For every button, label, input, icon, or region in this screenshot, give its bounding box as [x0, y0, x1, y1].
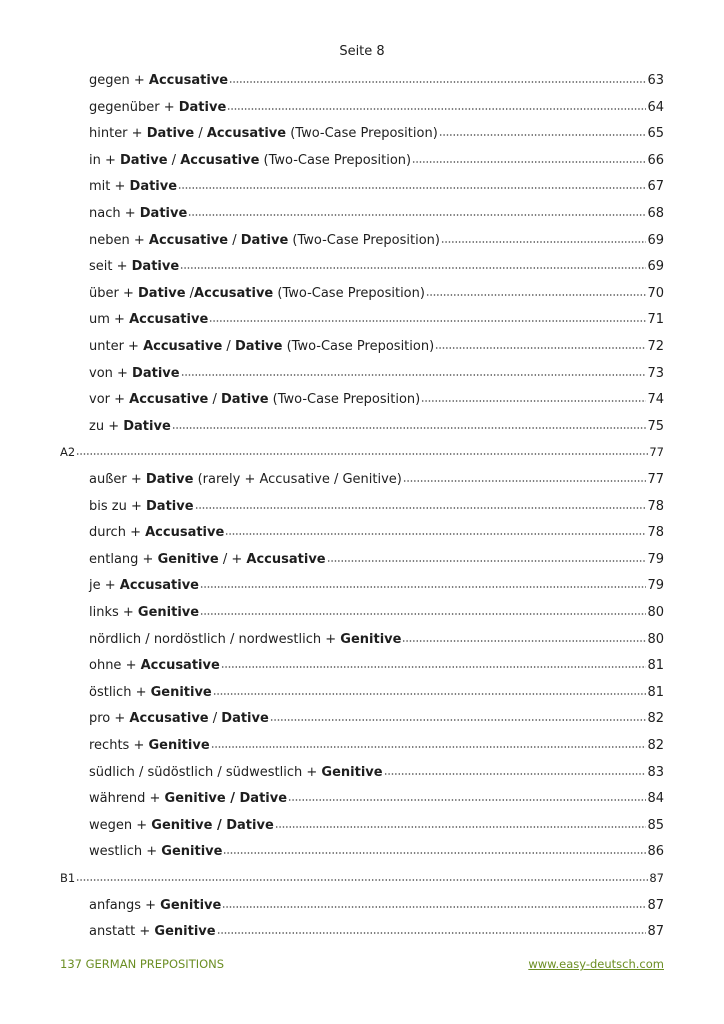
- toc-entry-text: wegen +: [89, 817, 152, 833]
- toc-entry-case-label: Dative: [138, 285, 186, 301]
- toc-page-number: 82: [647, 738, 664, 753]
- toc-entry[interactable]: [89, 605, 664, 620]
- toc-dot-leader: [384, 772, 647, 776]
- toc-entry-title: [89, 73, 228, 88]
- toc-entry-text: von +: [89, 365, 133, 381]
- toc-entry-title: [89, 339, 434, 354]
- toc-entry-text: gegenüber +: [89, 99, 179, 115]
- toc-entry-text: B1: [60, 871, 76, 885]
- toc-page-number: 82: [647, 711, 664, 727]
- toc-dot-leader: [402, 639, 646, 643]
- toc-entry-case-label: Dative: [132, 365, 180, 381]
- toc-entry-case-label: Genitive: [157, 551, 219, 567]
- toc-entry-title: [89, 738, 210, 753]
- toc-dot-leader: [217, 931, 647, 935]
- toc-entry-title: [89, 578, 199, 593]
- toc-entry-text: pro +: [89, 711, 130, 727]
- toc-dot-leader: [225, 532, 646, 536]
- toc-entry[interactable]: [89, 419, 664, 434]
- toc-entry-title: [89, 366, 180, 381]
- toc-section-heading[interactable]: [60, 871, 664, 885]
- toc-dot-leader: [288, 798, 646, 802]
- toc-entry-case-label: Accusative: [148, 232, 229, 248]
- toc-entry-case-label: Genitive / Dative: [151, 817, 274, 833]
- toc-entry-title: [89, 632, 401, 647]
- toc-entry-title: [89, 844, 222, 859]
- toc-entry[interactable]: [89, 552, 664, 567]
- toc-entry[interactable]: [89, 738, 664, 753]
- toc-entry-text: während +: [89, 791, 165, 807]
- toc-dot-leader: [181, 373, 647, 377]
- toc-dot-leader: [227, 107, 646, 111]
- toc-entry-title: [89, 791, 287, 806]
- toc-dot-leader: [275, 825, 647, 829]
- toc-entry-case-label: Genitive: [137, 605, 200, 620]
- toc-entry-case-label: Dative: [178, 99, 227, 115]
- toc-entry-text: über +: [89, 285, 138, 301]
- toc-entry-title: [60, 871, 75, 885]
- toc-entry[interactable]: [89, 844, 664, 859]
- toc-dot-leader: [327, 559, 647, 563]
- toc-entry-text: durch +: [89, 525, 146, 541]
- toc-entry-title: [89, 233, 440, 248]
- toc-entry-text: südlich / südöstlich / südwestlich +: [89, 764, 322, 780]
- toc-dot-leader: [76, 452, 648, 456]
- toc-entry-text: zu +: [89, 418, 124, 434]
- toc-dot-leader: [76, 878, 648, 882]
- toc-entry[interactable]: [89, 765, 664, 780]
- toc-dot-leader: [211, 745, 647, 749]
- toc-section-heading[interactable]: [60, 445, 664, 459]
- toc-entry-case-label: Accusative: [180, 152, 260, 168]
- toc-page-number: 81: [647, 658, 664, 674]
- toc-entry-text: in +: [89, 152, 121, 168]
- toc-entry-title: [89, 286, 425, 301]
- toc-entry-text: (Two-Case Preposition): [273, 285, 425, 301]
- toc-dot-leader: [270, 718, 647, 722]
- toc-entry-text: nach +: [89, 206, 140, 221]
- toc-entry-text: (Two-Case Preposition): [288, 232, 440, 248]
- toc-entry-text: (Two-Case Preposition): [282, 339, 435, 354]
- toc-entry-case-label: Accusative: [194, 285, 274, 301]
- toc-entry-title: [89, 126, 438, 141]
- toc-dot-leader: [222, 905, 646, 909]
- toc-entry[interactable]: [89, 632, 664, 647]
- toc-entry-case-label: Dative: [146, 126, 195, 142]
- toc-entry-case-label: Dative: [234, 339, 283, 354]
- toc-entry-case-label: Genitive: [150, 684, 212, 700]
- toc-entry-text: je +: [89, 578, 120, 594]
- toc-entry-title: [89, 711, 269, 726]
- toc-entry[interactable]: [89, 818, 664, 833]
- toc-entry-title: [89, 472, 402, 487]
- toc-page-number: 87: [649, 871, 664, 885]
- toc-entry-case-label: Dative: [131, 259, 180, 275]
- toc-entry-title: [89, 392, 420, 407]
- toc-entry-case-label: Accusative: [129, 392, 209, 408]
- toc-entry[interactable]: [89, 472, 664, 487]
- toc-entry[interactable]: [89, 100, 664, 115]
- toc-entry-case-label: Accusative: [129, 711, 209, 727]
- toc-entry-title: [89, 259, 179, 274]
- toc-entry-title: [89, 312, 208, 327]
- toc-dot-leader: [200, 612, 646, 616]
- toc-entry-text: vor +: [89, 392, 130, 408]
- toc-dot-leader: [426, 293, 647, 297]
- toc-page-number: 83: [647, 764, 664, 780]
- toc-entry-title: [89, 179, 177, 194]
- toc-entry-text: (Two-Case Preposition): [259, 152, 412, 168]
- toc-entry-case-label: Dative: [129, 179, 178, 195]
- page-title: Seite 8: [339, 44, 385, 59]
- toc-dot-leader: [180, 266, 646, 270]
- toc-dot-leader: [439, 133, 647, 137]
- toc-page-number: 79: [647, 551, 664, 567]
- toc-page-number: 69: [647, 259, 664, 275]
- toc-page-number: 63: [647, 73, 664, 88]
- toc-entry[interactable]: [89, 73, 664, 88]
- toc-entry[interactable]: [89, 525, 664, 540]
- toc-entry-title: [89, 924, 216, 939]
- toc-dot-leader: [221, 665, 647, 669]
- toc-dot-leader: [441, 240, 646, 244]
- toc-entry-text: /: [208, 711, 222, 727]
- toc-entry-text: /: [185, 285, 195, 301]
- toc-entry-title: [89, 153, 411, 168]
- toc-entry-title: [89, 605, 199, 620]
- toc-page-number: 65: [647, 126, 664, 142]
- toc-page-number: 77: [647, 472, 664, 487]
- toc-dot-leader: [195, 506, 647, 510]
- toc-entry-text: unter +: [89, 339, 144, 354]
- toc-page-number: 84: [647, 791, 664, 807]
- toc-entry[interactable]: [89, 286, 664, 301]
- toc-page-number: 78: [647, 498, 664, 514]
- toc-entry-text: östlich +: [89, 684, 151, 700]
- toc-entry[interactable]: [89, 711, 664, 726]
- toc-entry-text: anstatt +: [89, 924, 155, 940]
- toc-entry-text: (Two-Case Preposition): [286, 126, 438, 142]
- toc-entry-title: [89, 552, 326, 567]
- toc-entry-text: /: [208, 392, 222, 408]
- toc-entry-case-label: Accusative: [143, 339, 223, 354]
- toc-entry-case-label: Genitive: [148, 738, 210, 753]
- toc-entry-case-label: Accusative: [119, 578, 199, 594]
- toc-entry-text: (rarely + Accusative / Genitive): [193, 472, 402, 487]
- toc-page-number: 72: [647, 339, 664, 354]
- toc-entry-title: [89, 499, 194, 514]
- toc-entry-case-label: Genitive: [321, 764, 383, 780]
- toc-entry-text: entlang +: [89, 551, 158, 567]
- toc-entry[interactable]: [89, 312, 664, 327]
- toc-entry-text: /: [222, 339, 235, 354]
- toc-entry-title: [89, 658, 220, 673]
- toc-entry-text: / +: [218, 551, 247, 567]
- toc-page-number: 70: [647, 285, 664, 301]
- toc-entry-text: bis zu +: [89, 498, 146, 514]
- toc-entry-case-label: Dative: [221, 711, 269, 727]
- toc-entry-text: anfangs +: [89, 897, 161, 913]
- toc-entry-text: gegen +: [89, 73, 149, 88]
- footer-website-link[interactable]: www.easy-deutsch.com: [528, 957, 664, 971]
- toc-dot-leader: [213, 692, 647, 696]
- toc-entry-text: nördlich / nordöstlich / nordwestlich +: [89, 631, 341, 647]
- toc-page-number: 75: [647, 418, 664, 434]
- toc-entry-case-label: Dative: [123, 418, 171, 434]
- toc-entry-case-label: Accusative: [148, 73, 229, 88]
- toc-dot-leader: [229, 80, 646, 84]
- toc-page-number: 86: [647, 844, 664, 860]
- toc-entry-text: /: [228, 232, 241, 248]
- toc-entry-title: [89, 818, 274, 833]
- toc-entry[interactable]: [89, 578, 664, 593]
- toc-entry[interactable]: [89, 179, 664, 194]
- toc-entry-title: [89, 765, 383, 780]
- toc-entry-case-label: Genitive: [160, 897, 222, 913]
- toc-page-number: 87: [647, 897, 664, 913]
- toc-entry-title: [89, 419, 171, 434]
- toc-entry[interactable]: [89, 392, 664, 407]
- toc-page-number: 81: [647, 684, 664, 700]
- toc-entry-case-label: Accusative: [140, 658, 220, 674]
- toc-entry-text: seit +: [89, 259, 132, 275]
- toc-entry-case-label: Dative: [240, 232, 289, 248]
- toc-dot-leader: [421, 399, 646, 403]
- toc-page-number: 67: [647, 179, 664, 195]
- toc-entry-case-label: Dative: [221, 392, 269, 408]
- toc-entry-text: /: [167, 152, 181, 168]
- toc-entry-case-label: Dative: [139, 206, 188, 221]
- toc-page-number: 64: [647, 99, 664, 115]
- toc-entry-title: [60, 445, 75, 459]
- toc-entry-text: westlich +: [89, 844, 162, 860]
- toc-entry[interactable]: [89, 153, 664, 168]
- toc-entry-text: hinter +: [89, 126, 147, 142]
- toc-entry[interactable]: [89, 898, 664, 913]
- toc-dot-leader: [223, 851, 646, 855]
- toc-entry[interactable]: [89, 366, 664, 381]
- toc-page-number: 80: [647, 605, 664, 620]
- toc-entry-text: neben +: [89, 232, 149, 248]
- toc-page-number: 68: [647, 206, 664, 221]
- toc-page-number: 69: [647, 232, 664, 248]
- toc-entry-case-label: Accusative: [145, 525, 225, 541]
- toc-entry[interactable]: [89, 126, 664, 141]
- toc-page-number: 77: [649, 445, 664, 460]
- toc-dot-leader: [412, 160, 646, 164]
- toc-entry[interactable]: [89, 658, 664, 673]
- toc-entry-text: außer +: [89, 472, 146, 487]
- toc-entry-title: [89, 685, 212, 700]
- toc-dot-leader: [435, 346, 646, 350]
- page-footer: [60, 957, 664, 971]
- toc-dot-leader: [178, 186, 646, 190]
- toc-entry-text: /: [194, 126, 207, 142]
- toc-entry-title: [89, 525, 224, 540]
- toc-page-number: 73: [647, 365, 664, 381]
- toc-entry[interactable]: [89, 685, 664, 700]
- toc-entry-case-label: Dative: [146, 498, 194, 514]
- toc-entry[interactable]: [89, 259, 664, 274]
- toc-entry-text: A2: [60, 445, 76, 460]
- toc-page-number: 74: [647, 392, 664, 408]
- toc-entry-case-label: Genitive: [161, 844, 223, 860]
- toc-entry-case-label: Dative: [145, 472, 194, 487]
- toc-page-number: 87: [647, 924, 664, 940]
- toc-entry[interactable]: [89, 499, 664, 514]
- toc-entry-case-label: Accusative: [206, 126, 287, 142]
- footer-book-title: 137 GERMAN PREPOSITIONS: [60, 957, 225, 971]
- toc-dot-leader: [209, 319, 646, 323]
- toc-page-number: 66: [647, 152, 664, 168]
- toc-dot-leader: [188, 213, 646, 217]
- toc-dot-leader: [403, 479, 647, 483]
- toc-entry-text: (Two-Case Preposition): [268, 392, 421, 408]
- toc-entry-case-label: Genitive / Dative: [164, 791, 288, 807]
- toc-entry-text: rechts +: [89, 738, 149, 753]
- toc-page-number: 71: [647, 312, 664, 328]
- toc-page-number: 78: [647, 525, 664, 541]
- toc-entry-text: ohne +: [89, 658, 141, 674]
- toc-entry-text: um +: [89, 312, 130, 328]
- toc-entry[interactable]: [89, 791, 664, 806]
- toc-dot-leader: [172, 426, 647, 430]
- toc-entry-text: links +: [89, 605, 138, 620]
- toc-entry[interactable]: [89, 924, 664, 939]
- toc-entry[interactable]: [89, 339, 664, 354]
- toc-entry-title: [89, 898, 221, 913]
- toc-entry-text: mit +: [89, 179, 130, 195]
- toc-page-number: 79: [647, 578, 664, 594]
- toc-entry-case-label: Accusative: [129, 312, 209, 328]
- toc-entry-title: [89, 100, 226, 115]
- toc-entry[interactable]: [89, 233, 664, 248]
- toc-page-number: 85: [647, 817, 664, 833]
- toc-page-number: 80: [647, 631, 664, 647]
- toc-entry-case-label: Genitive: [154, 924, 216, 940]
- toc-entry-case-label: Genitive: [340, 631, 402, 647]
- toc-entry-title: [89, 206, 187, 221]
- toc-dot-leader: [200, 585, 646, 589]
- toc-entry[interactable]: [89, 206, 664, 221]
- toc-entry-case-label: Accusative: [246, 551, 326, 567]
- toc-entry-case-label: Dative: [120, 152, 168, 168]
